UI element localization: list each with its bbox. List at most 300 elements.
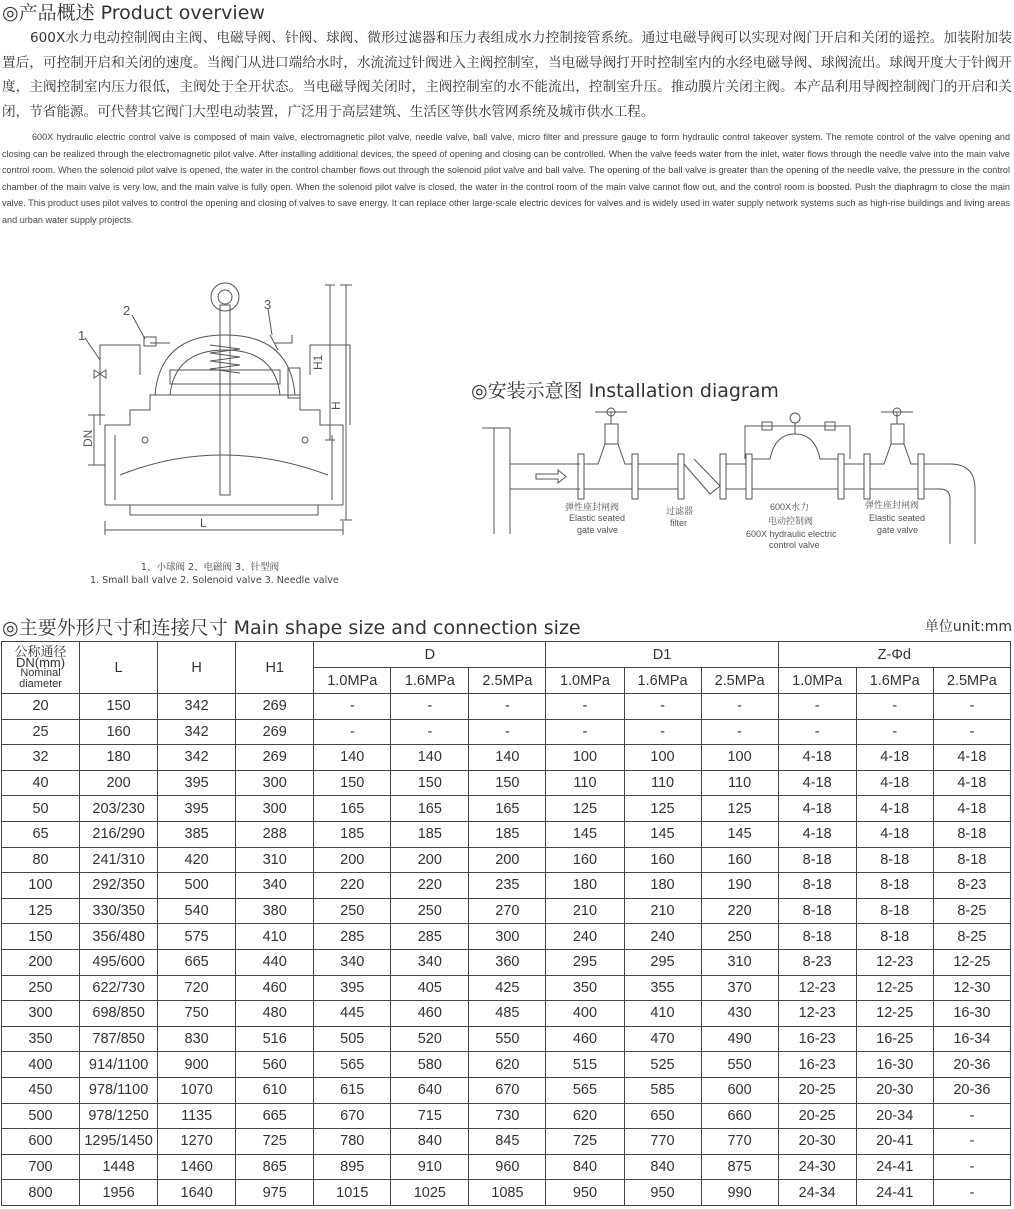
table-cell: 670 [469, 1077, 546, 1103]
table-cell: 250 [314, 898, 391, 924]
table-cell: 100 [701, 745, 778, 771]
table-cell: - [933, 1103, 1010, 1129]
table-cell: 400 [546, 1001, 624, 1027]
pressure-header: 1.0MPa [314, 668, 391, 694]
table-cell: 520 [391, 1026, 469, 1052]
table-cell: 490 [701, 1026, 778, 1052]
table-cell: 410 [624, 1001, 701, 1027]
table-cell: 770 [624, 1129, 701, 1155]
table-cell: 288 [236, 821, 314, 847]
table-cell: 210 [546, 898, 624, 924]
table-cell: - [469, 719, 546, 745]
table-cell: 725 [236, 1129, 314, 1155]
table-cell: 410 [236, 924, 314, 950]
table-cell: 485 [469, 1001, 546, 1027]
table-cell: 210 [624, 898, 701, 924]
dimension-table [1, 641, 1011, 1206]
control-valve-label-cn1: 600X水力 [770, 502, 810, 512]
table-cell: 8-18 [856, 873, 933, 899]
table-cell: 420 [158, 847, 236, 873]
table-row [2, 1103, 1011, 1129]
table-cell: 16-30 [856, 1052, 933, 1078]
gate-left-label-en1: Elastic seated [569, 513, 626, 523]
table-cell: 220 [314, 873, 391, 899]
table-cell: 145 [546, 821, 624, 847]
table-cell: 20-30 [778, 1129, 856, 1155]
table-cell: 12-23 [856, 949, 933, 975]
table-cell: 698/850 [80, 1001, 158, 1027]
table-cell: 830 [158, 1026, 236, 1052]
table-cell: 910 [391, 1154, 469, 1180]
table-cell: 525 [624, 1052, 701, 1078]
table-cell: 914/1100 [80, 1052, 158, 1078]
table-cell: 65 [2, 821, 80, 847]
table-cell: 1015 [314, 1180, 391, 1206]
table-cell: 500 [2, 1103, 80, 1129]
table-cell: 180 [624, 873, 701, 899]
table-cell: 8-18 [933, 821, 1010, 847]
table-cell: 200 [2, 949, 80, 975]
header-dn: 公称通径 DN(mm) Nominal diameter [2, 642, 80, 694]
table-cell: 295 [546, 949, 624, 975]
table-cell: 190 [701, 873, 778, 899]
table-cell: 575 [158, 924, 236, 950]
table-cell: 4-18 [856, 821, 933, 847]
table-cell: 300 [236, 770, 314, 796]
table-cell: - [624, 694, 701, 720]
table-cell: 310 [236, 847, 314, 873]
filter-label-en: filter [670, 518, 688, 528]
table-cell: 460 [236, 975, 314, 1001]
table-cell: 100 [546, 745, 624, 771]
table-cell: 615 [314, 1077, 391, 1103]
table-cell: 950 [546, 1180, 624, 1206]
table-cell: 840 [391, 1129, 469, 1155]
table-row [2, 847, 1011, 873]
table-cell: - [314, 719, 391, 745]
table-row [2, 924, 1011, 950]
table-cell: 200 [391, 847, 469, 873]
table-cell: 250 [701, 924, 778, 950]
dim-DN: DN [81, 429, 95, 447]
table-cell: 4-18 [778, 821, 856, 847]
table-cell: 400 [2, 1052, 80, 1078]
table-cell: 340 [314, 949, 391, 975]
table-cell: - [778, 694, 856, 720]
table-cell: 660 [701, 1103, 778, 1129]
table-cell: 960 [469, 1154, 546, 1180]
installation-diagram [480, 404, 1010, 554]
table-cell: 269 [236, 745, 314, 771]
table-cell: 1085 [469, 1180, 546, 1206]
table-row [2, 949, 1011, 975]
table-cell: - [469, 694, 546, 720]
table-cell: 185 [391, 821, 469, 847]
table-row [2, 1052, 1011, 1078]
callout-1: 1 [78, 328, 86, 343]
table-cell: 165 [314, 796, 391, 822]
table-cell: 270 [469, 898, 546, 924]
table-row [2, 873, 1011, 899]
table-cell: 12-25 [856, 1001, 933, 1027]
table-cell: 356/480 [80, 924, 158, 950]
table-cell: 470 [624, 1026, 701, 1052]
table-cell: 720 [158, 975, 236, 1001]
table-cell: - [546, 694, 624, 720]
table-cell: 300 [469, 924, 546, 950]
table-cell: 440 [236, 949, 314, 975]
table-cell: 20-41 [856, 1129, 933, 1155]
table-cell: 24-34 [778, 1180, 856, 1206]
table-cell: 395 [314, 975, 391, 1001]
table-cell: - [933, 694, 1010, 720]
header-D: D [314, 642, 546, 668]
table-cell: 20-25 [778, 1077, 856, 1103]
table-row [2, 1129, 1011, 1155]
table-cell: 350 [546, 975, 624, 1001]
table-cell: 125 [701, 796, 778, 822]
table-cell: 4-18 [856, 796, 933, 822]
pressure-header: 2.5MPa [701, 668, 778, 694]
dim-H: H [329, 401, 343, 410]
table-cell: - [856, 719, 933, 745]
table-cell: 12-25 [933, 949, 1010, 975]
table-cell: 140 [469, 745, 546, 771]
table-row [2, 719, 1011, 745]
table-cell: 550 [701, 1052, 778, 1078]
table-cell: 450 [2, 1077, 80, 1103]
table-cell: 8-25 [933, 898, 1010, 924]
table-cell: 160 [546, 847, 624, 873]
table-cell: 145 [701, 821, 778, 847]
valve-section-drawing [60, 275, 370, 565]
table-cell: 165 [391, 796, 469, 822]
table-cell: - [933, 1180, 1010, 1206]
drawing-caption-cn: 1、小球阀 2、电磁阀 3、针型阀 [140, 562, 280, 573]
table-cell: 24-30 [778, 1154, 856, 1180]
table-cell: 405 [391, 975, 469, 1001]
table-cell: 515 [546, 1052, 624, 1078]
table-cell: 8-18 [778, 873, 856, 899]
table-cell: 8-18 [856, 924, 933, 950]
table-cell: 840 [546, 1154, 624, 1180]
pressure-header: 1.6MPa [391, 668, 469, 694]
table-cell: 24-41 [856, 1154, 933, 1180]
table-cell: 203/230 [80, 796, 158, 822]
table-cell: 80 [2, 847, 80, 873]
table-cell: 395 [158, 770, 236, 796]
table-cell: 12-30 [933, 975, 1010, 1001]
table-cell: 580 [391, 1052, 469, 1078]
table-cell: 665 [236, 1103, 314, 1129]
table-row [2, 745, 1011, 771]
table-cell: 640 [391, 1077, 469, 1103]
table-cell: 505 [314, 1026, 391, 1052]
table-cell: 665 [158, 949, 236, 975]
table-cell: 100 [624, 745, 701, 771]
table-cell: 1270 [158, 1129, 236, 1155]
table-cell: 4-18 [933, 796, 1010, 822]
table-cell: 350 [2, 1026, 80, 1052]
table-cell: 292/350 [80, 873, 158, 899]
table-row [2, 1001, 1011, 1027]
table-cell: 110 [624, 770, 701, 796]
table-cell: 610 [236, 1077, 314, 1103]
table-cell: 8-18 [778, 924, 856, 950]
table-cell: 150 [80, 694, 158, 720]
table-cell: 585 [624, 1077, 701, 1103]
table-cell: 180 [546, 873, 624, 899]
table-cell: 4-18 [778, 770, 856, 796]
table-cell: 1460 [158, 1154, 236, 1180]
table-cell: 20-36 [933, 1052, 1010, 1078]
table-cell: 670 [314, 1103, 391, 1129]
table-cell: 40 [2, 770, 80, 796]
table-cell: 380 [236, 898, 314, 924]
table-cell: - [391, 694, 469, 720]
table-cell: 300 [236, 796, 314, 822]
table-cell: 185 [314, 821, 391, 847]
gate-left-label-cn: 弹性座封闸阀 [565, 502, 620, 512]
table-cell: 250 [391, 898, 469, 924]
table-cell: 8-18 [933, 847, 1010, 873]
table-cell: 1135 [158, 1103, 236, 1129]
table-cell: 125 [546, 796, 624, 822]
table-cell: 145 [624, 821, 701, 847]
table-cell: 16-25 [856, 1026, 933, 1052]
control-valve-label-en1: 600X hydraulic electric [746, 529, 837, 539]
table-cell: 360 [469, 949, 546, 975]
dim-H1: H1 [311, 354, 325, 370]
table-cell: 16-34 [933, 1026, 1010, 1052]
table-row [2, 1026, 1011, 1052]
table-cell: 269 [236, 694, 314, 720]
callout-2: 2 [123, 303, 131, 318]
table-cell: 32 [2, 745, 80, 771]
table-cell: - [933, 1129, 1010, 1155]
table-cell: 370 [701, 975, 778, 1001]
pressure-header: 1.0MPa [778, 668, 856, 694]
table-cell: 295 [624, 949, 701, 975]
table-row [2, 796, 1011, 822]
table-cell: 700 [2, 1154, 80, 1180]
control-valve-label-en2: control valve [769, 540, 820, 550]
table-cell: 8-18 [778, 898, 856, 924]
table-cell: 241/310 [80, 847, 158, 873]
table-cell: 1025 [391, 1180, 469, 1206]
control-valve-label-cn2: 电动控制阀 [768, 516, 814, 526]
table-cell: 100 [2, 873, 80, 899]
table-cell: 8-25 [933, 924, 1010, 950]
table-cell: 216/290 [80, 821, 158, 847]
pressure-header: 1.6MPa [856, 668, 933, 694]
header-D1: D1 [546, 642, 778, 668]
table-cell: - [856, 694, 933, 720]
unit-label: 单位unit:mm [924, 619, 1012, 635]
table-heading: ◎主要外形尺寸和连接尺寸 Main shape size and connection size [2, 617, 581, 639]
table-cell: 20-25 [778, 1103, 856, 1129]
gate-right-label-en2: gate valve [877, 525, 919, 535]
table-cell: 269 [236, 719, 314, 745]
installation-heading: ◎安装示意图 Installation diagram [471, 380, 779, 402]
table-cell: - [546, 719, 624, 745]
table-cell: 235 [469, 873, 546, 899]
table-cell: 25 [2, 719, 80, 745]
table-cell: 565 [314, 1052, 391, 1078]
table-cell: 4-18 [778, 796, 856, 822]
table-cell: 800 [2, 1180, 80, 1206]
table-cell: 12-23 [778, 975, 856, 1001]
table-cell: 1956 [80, 1180, 158, 1206]
table-cell: 840 [624, 1154, 701, 1180]
table-cell: 978/1100 [80, 1077, 158, 1103]
table-cell: 50 [2, 796, 80, 822]
table-cell: 20 [2, 694, 80, 720]
table-cell: - [391, 719, 469, 745]
table-cell: 300 [2, 1001, 80, 1027]
table-cell: 220 [701, 898, 778, 924]
table-cell: 8-18 [856, 898, 933, 924]
table-cell: 285 [391, 924, 469, 950]
table-cell: 770 [701, 1129, 778, 1155]
table-cell: 340 [236, 873, 314, 899]
table-cell: 385 [158, 821, 236, 847]
table-cell: 160 [624, 847, 701, 873]
pressure-header: 1.6MPa [624, 668, 701, 694]
callout-3: 3 [264, 297, 272, 312]
table-cell: - [314, 694, 391, 720]
table-cell: - [933, 1154, 1010, 1180]
table-cell: 600 [701, 1077, 778, 1103]
table-cell: 355 [624, 975, 701, 1001]
table-cell: 150 [2, 924, 80, 950]
dim-L: L [200, 516, 207, 530]
table-cell: 160 [701, 847, 778, 873]
table-cell: 540 [158, 898, 236, 924]
table-cell: 4-18 [778, 745, 856, 771]
table-cell: 990 [701, 1180, 778, 1206]
table-cell: 150 [314, 770, 391, 796]
table-cell: 865 [236, 1154, 314, 1180]
table-cell: 8-23 [778, 949, 856, 975]
table-cell: - [778, 719, 856, 745]
table-cell: 725 [546, 1129, 624, 1155]
header-Z-d: Z-Φd [778, 642, 1010, 668]
table-cell: 560 [236, 1052, 314, 1078]
table-cell: 715 [391, 1103, 469, 1129]
table-cell: 110 [546, 770, 624, 796]
header-H1: H1 [236, 642, 314, 694]
table-cell: 180 [80, 745, 158, 771]
table-cell: 20-34 [856, 1103, 933, 1129]
table-cell: 787/850 [80, 1026, 158, 1052]
table-cell: 200 [80, 770, 158, 796]
table-cell: 140 [314, 745, 391, 771]
table-cell: 240 [624, 924, 701, 950]
table-cell: 165 [469, 796, 546, 822]
table-cell: - [933, 719, 1010, 745]
gate-right-label-cn: 弹性座封闸阀 [865, 500, 920, 510]
gate-left-label-en2: gate valve [577, 525, 619, 535]
table-cell: - [624, 719, 701, 745]
table-cell: 1448 [80, 1154, 158, 1180]
table-row [2, 770, 1011, 796]
table-cell: 622/730 [80, 975, 158, 1001]
table-cell: 1070 [158, 1077, 236, 1103]
table-cell: 185 [469, 821, 546, 847]
table-row [2, 1154, 1011, 1180]
table-cell: 620 [546, 1103, 624, 1129]
table-cell: 550 [469, 1026, 546, 1052]
table-cell: 565 [546, 1077, 624, 1103]
table-cell: 460 [546, 1026, 624, 1052]
table-cell: 240 [546, 924, 624, 950]
table-cell: 600 [2, 1129, 80, 1155]
table-cell: 16-23 [778, 1026, 856, 1052]
table-cell: 430 [701, 1001, 778, 1027]
table-row [2, 1180, 1011, 1206]
table-cell: 110 [701, 770, 778, 796]
table-row [2, 975, 1011, 1001]
table-cell: 4-18 [933, 770, 1010, 796]
table-cell: 330/350 [80, 898, 158, 924]
table-cell: - [701, 694, 778, 720]
table-cell: 250 [2, 975, 80, 1001]
table-cell: 200 [314, 847, 391, 873]
table-cell: 12-25 [856, 975, 933, 1001]
table-cell: 12-23 [778, 1001, 856, 1027]
overview-text-en: 600X hydraulic electric control valve is composed of main valve, electromagnetic pilot valve, needle valve, ball valve, micro filter and pressure gauge to form hydraulic control takeover system. The remote control of the valve opening and closing can be realized through the electromagnetic pilot valve. After installing additional devices, the speed of opening and closing can be controlled. When the valve feeds water from the inlet, water flows through the needle valve into the main valve control room. When the solenoid pilot valve is opened, the water in the control chamber flows out through the solenoid pilot valve and ball valve. The opening of the ball valve is greater than the opening of the needle valve, the pressure in the control chamber of the main valve is very low, and the main valve is fully open. When the solenoid pilot valve is closed, the water in the control room of the main valve cannot flow out, and the control room is boosted. Push the diaphragm to close the main valve. This product uses pilot valves to control the opening and closing of valves to save energy. It can replace other large-scale electric devices for valves and is widely used in water supply network systems such as high-rise buildings and living areas and urban water supply projects. [2, 132, 1010, 225]
drawing-caption-en: 1. Small ball valve 2. Solenoid valve 3. Needle valve [90, 575, 339, 586]
table-cell: 20-30 [856, 1077, 933, 1103]
table-cell: 395 [158, 796, 236, 822]
table-cell: 480 [236, 1001, 314, 1027]
header-H: H [158, 642, 236, 694]
table-cell: 978/1250 [80, 1103, 158, 1129]
table-row [2, 694, 1011, 720]
table-cell: 340 [391, 949, 469, 975]
table-cell: 342 [158, 745, 236, 771]
table-cell: 125 [624, 796, 701, 822]
table-cell: - [701, 719, 778, 745]
table-cell: 200 [469, 847, 546, 873]
table-cell: 620 [469, 1052, 546, 1078]
table-cell: 16-23 [778, 1052, 856, 1078]
table-cell: 460 [391, 1001, 469, 1027]
table-cell: 950 [624, 1180, 701, 1206]
table-cell: 125 [2, 898, 80, 924]
table-cell: 500 [158, 873, 236, 899]
table-cell: 730 [469, 1103, 546, 1129]
header-L: L [80, 642, 158, 694]
table-cell: 342 [158, 719, 236, 745]
pressure-header: 2.5MPa [469, 668, 546, 694]
table-cell: 1640 [158, 1180, 236, 1206]
table-cell: 425 [469, 975, 546, 1001]
table-cell: 445 [314, 1001, 391, 1027]
table-cell: 975 [236, 1180, 314, 1206]
table-cell: 4-18 [856, 745, 933, 771]
table-cell: 8-23 [933, 873, 1010, 899]
table-cell: 895 [314, 1154, 391, 1180]
overview-heading: ◎产品概述 Product overview [2, 2, 265, 24]
table-cell: 285 [314, 924, 391, 950]
table-cell: 20-36 [933, 1077, 1010, 1103]
table-row [2, 821, 1011, 847]
table-cell: 495/600 [80, 949, 158, 975]
filter-label-cn: 过滤器 [666, 506, 694, 516]
table-cell: 310 [701, 949, 778, 975]
